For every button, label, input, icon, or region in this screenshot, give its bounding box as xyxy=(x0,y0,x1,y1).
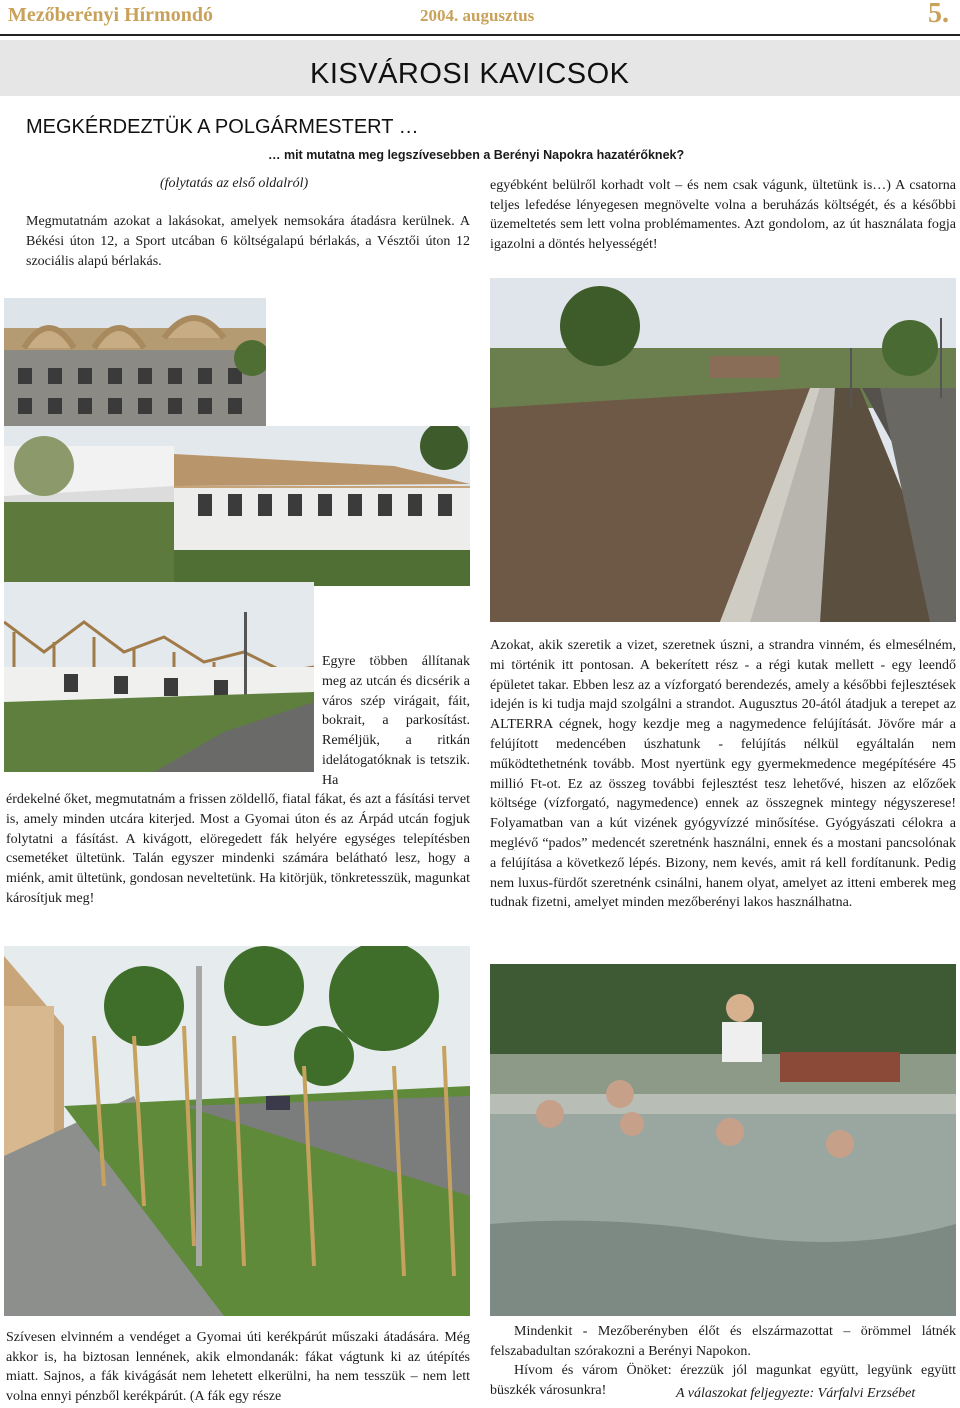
paragraph-road: egyébként belülről korhadt volt – és nem csak vágunk, ültetünk is…) A csatorna teljes lefedése lényegesen megnövelte volna a beruházás költségét, és a későbbi üzemeltetés sem lett volna problémamentes. Azt gondolom, az út használata fogja igazolni a döntés helyességét! xyxy=(490,178,956,252)
photo-young-trees xyxy=(4,946,470,1316)
paragraph-bike-path: Szívesen elvinném a vendéget a Gyomai úti kerékpárút műszaki átadására. Még akkor is, ha biztosan lennének, akik elmondanák: fákat vágtunk ki az útépítés miatt. Sajnos, a fák kivágását nem lehetett elkerülni, ha nem tesszük – nem lett volna ennyi pénzből kerékpárút. (A fák egy része xyxy=(6,1330,470,1404)
page-number: 5. xyxy=(928,0,949,29)
page-header xyxy=(0,0,960,34)
paragraph-closing-1: Mindenkit - Mezőberényben élőt és elszármazottat – örömmel látnék felszabadultan szórakozni a Berényi Napokon. xyxy=(490,1324,956,1359)
continued-note: (folytatás az első oldalról) xyxy=(160,176,309,191)
byline-signature: A válaszokat feljegyezte: Várfalvi Erzsébet xyxy=(676,1386,916,1401)
photo-apartments-long xyxy=(4,426,470,586)
paragraph-trees: érdekelné őket, megmutatnám a frissen zöldellő, fiatal fákat, és azt a fásítási tervet is, amely minden utcára kiterjed. Most a Gyomai úton és az Árpád utcán fogjuk folytatni a fásítást. A kivágott, elöregedett fák helyére egységes telepítésben csemetéket ültetünk. Talán egyszer mindenki számára belátható lesz, hogy a miénk, amit ültetünk, gondosan neveltetünk. Ha kitörjük, tönkretesszük, magunkat károsítjuk meg! xyxy=(6,792,470,906)
paragraph-closing-2: Hívom és várom Önöket: érezzük jól magunkat együtt, legyünk együtt büszkék városunkra! xyxy=(490,1363,956,1398)
photo-road-sidewalk xyxy=(490,278,956,622)
publication-name: Mezőberényi Hírmondó xyxy=(8,4,213,26)
photo-roof-construction xyxy=(4,582,314,772)
header-rule xyxy=(0,34,960,36)
section-title: KISVÁROSI KAVICSOK xyxy=(310,58,630,90)
paragraph-intro: Megmutatnám azokat a lakásokat, amelyek nemsokára átadásra kerülnek. A Békési úton 12, a Sport utcában 6 költségalapú bérlakás, a Vésztői úton 12 szociális alapú bérlakás. xyxy=(26,214,470,269)
paragraph-trees-wrap: Egyre többen állítanak meg az utcán és dicsérik a város szép virágait, fáit, bokrait, a parkosítást. Reméljük, a ritkán idelátogatóknak is tetszik. Ha xyxy=(322,654,470,788)
paragraph-pool: Azokat, akik szeretik a vizet, szeretnek úszni, a strandra vinném, és elmesélném, mi történik itt pontosan. A bekerített rész - a régi kutak mellett - egy leendő épületet takar. Ebben lesz az a vízforgató berendezés, amely a későbbi fejlesztések idején is ki tudja majd szolgálni a strandot. Augusztus 20-ától átadjuk a terepet az ALTERRA cégnek, hogy kezdje meg a nagymedence felújítását. Jövőre már a felújított medencében úszhatunk - felújítás nélkül egyáltalán nem működtethetnénk tovább. Most nyertünk egy gyermekmedence megépítésére 45 millió Ft-ot. Ez az összeg további fejlesztést tesz lehetővé, hiszen az előzőek költsége (vízforgató, nagymedence) ennek az összegnek mintegy négyszerese! Folyamatban van a kút vizének gyógyvízzé minősítése. Gyógyászati célokra a meglévő “pados” medencét szeretnénk használni, ennek és a mostani pancsolónak a felújítása a következő lépés. Bizony, nem kevés, amit rá kell fordítanunk. Pedig nem luxus-fürdőt szeretnénk csinálni, hanem olyat, amelyet az itteni emberek meg tudnak fizetni, amelyet minden mezőberényi lakos használhatna. xyxy=(490,638,956,911)
article-subtitle: … mit mutatna meg legszívesebben a Berényi Napokra hazatérőknek? xyxy=(268,148,685,162)
photo-apartments-arched xyxy=(4,298,266,444)
photo-thermal-pool xyxy=(490,964,956,1316)
issue-date: 2004. augusztus xyxy=(420,6,535,25)
article-kicker: MEGKÉRDEZTÜK A POLGÁRMESTERT … xyxy=(26,116,419,138)
